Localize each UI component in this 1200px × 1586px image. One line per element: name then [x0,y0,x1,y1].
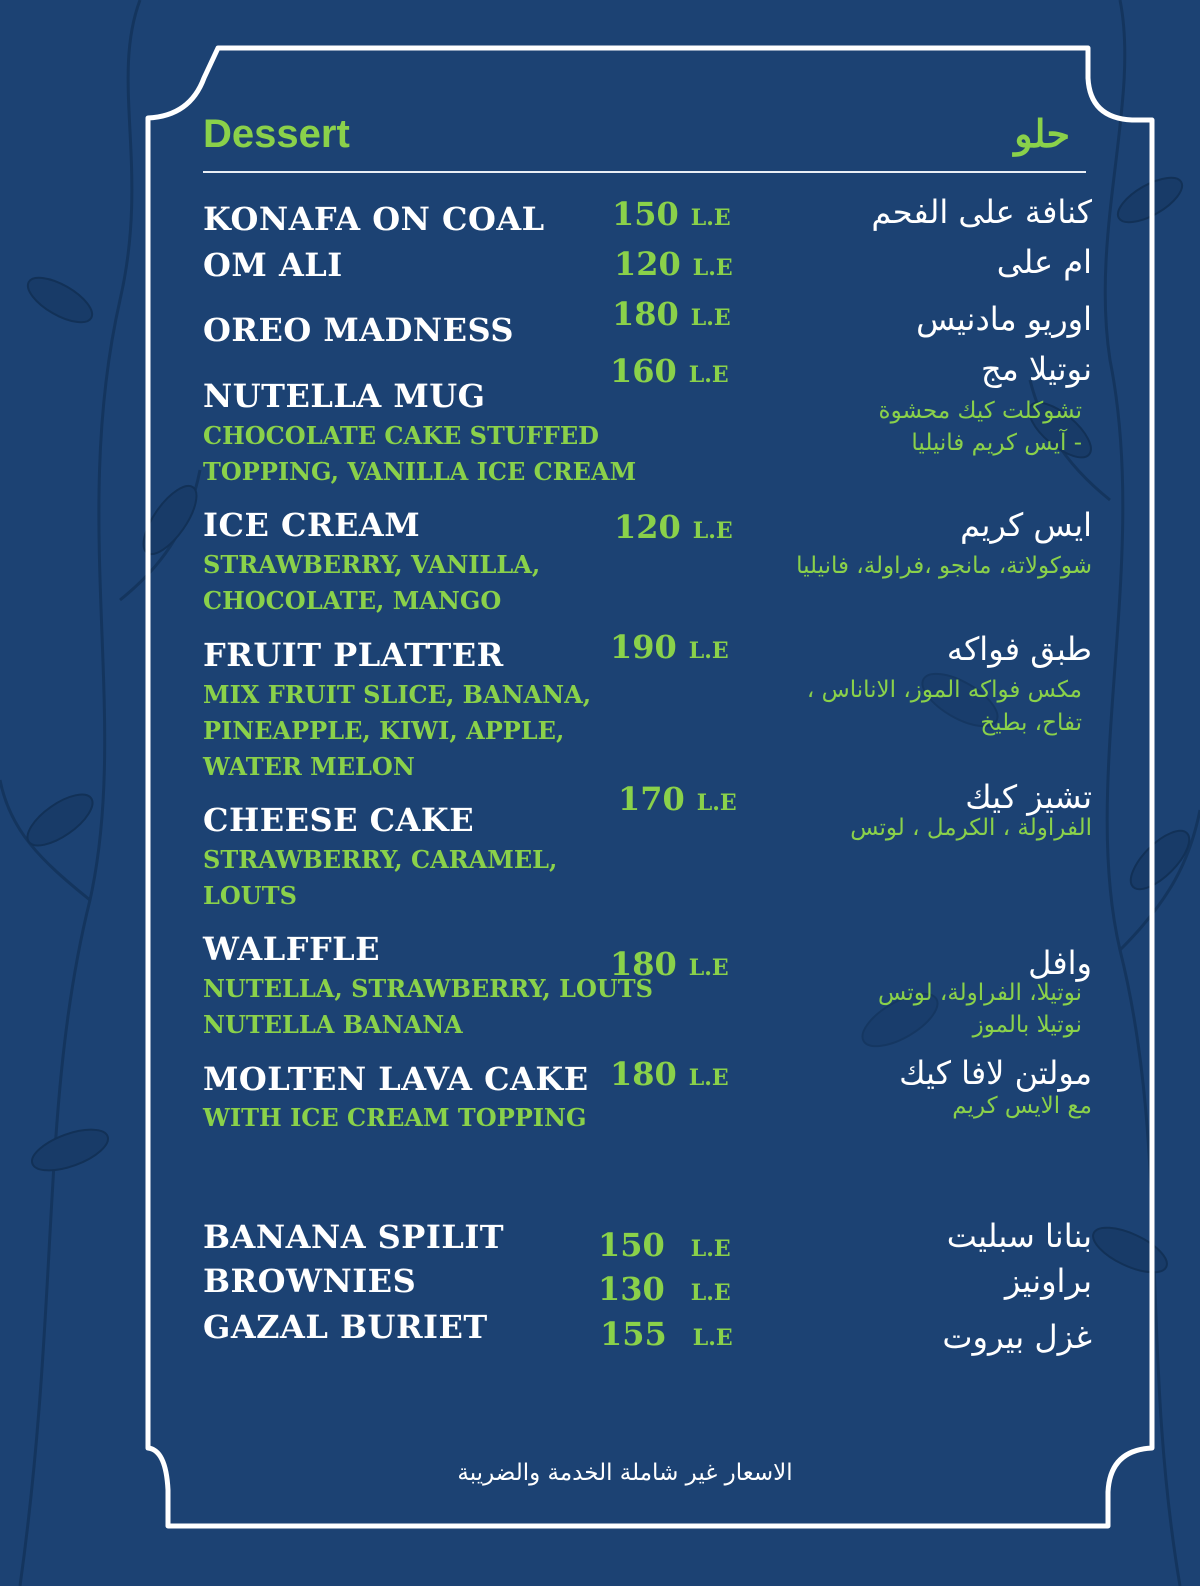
item-price: 120 L.E [614,245,733,283]
item-description-ar: مع الايس كريم [952,1093,1092,1119]
item-price: 180 L.E [610,945,729,983]
item-description-ar: نوتيلا بالموز [972,1012,1082,1038]
section-title-en: Dessert [203,112,350,156]
item-description-en: CHOCOLATE, MANGO [203,586,502,615]
item-name-en: FRUIT PLATTER [203,636,504,674]
item-price: 180 L.E [610,1055,729,1093]
item-price: 170 L.E [618,780,737,818]
item-description-en: CHOCOLATE CAKE STUFFED [203,421,599,450]
item-name-en: ICE CREAM [203,506,421,544]
item-price: 120 L.E [614,508,733,546]
item-description-en: LOUTS [203,881,297,910]
item-name-ar: براونيز [1004,1262,1092,1300]
item-name-ar: وافل [1028,944,1092,982]
item-name-ar: ام على [996,243,1092,281]
item-price: 160 L.E [610,352,729,390]
item-name-en: BANANA SPILIT [203,1218,505,1256]
item-name-ar: طبق فواكه [946,630,1092,668]
item-price: 155 L.E [600,1315,733,1353]
item-description-ar: الفراولة ، الكرمل ، لوتس [850,815,1092,841]
item-name-ar: غزل بيروت [942,1318,1092,1356]
item-price: 130 L.E [598,1270,731,1308]
item-description-ar: مكس فواكه الموز، الاناناس ، [806,677,1082,703]
item-name-en: OREO MADNESS [203,311,515,349]
item-name-en: OM ALI [203,246,343,284]
price-disclaimer: الاسعار غير شاملة الخدمة والضريبة [457,1460,793,1486]
item-name-ar: تشيز كيك [965,778,1092,816]
section-title-ar: حلو [1014,114,1070,156]
item-name-en: CHEESE CAKE [203,801,475,839]
item-name-ar: مولتن لافا كيك [899,1054,1092,1092]
item-name-ar: كنافة على الفحم [871,193,1092,231]
item-name-ar: ايس كريم [960,506,1092,544]
item-description-en: TOPPING, VANILLA ICE CREAM [203,457,637,486]
item-name-en: BROWNIES [203,1262,417,1300]
item-name-en: WALFFLE [203,930,381,968]
item-description-en: NUTELLA BANANA [203,1010,463,1039]
item-name-en: MOLTEN LAVA CAKE [203,1060,589,1098]
item-description-en: STRAWBERRY, VANILLA, [203,550,541,579]
item-description-en: PINEAPPLE, KIWI, APPLE, [203,716,565,745]
item-name-ar: بنانا سبليت [946,1217,1092,1255]
item-name-en: GAZAL BURIET [203,1308,488,1346]
item-name-ar: نوتيلا مج [980,350,1092,388]
item-price: 180 L.E [612,295,731,333]
item-price: 150 L.E [598,1226,731,1264]
item-description-ar: تفاح، بطيخ [980,710,1082,736]
item-name-en: KONAFA ON COAL [203,200,545,238]
item-description-en: MIX FRUIT SLICE, BANANA, [203,680,592,709]
item-price: 190 L.E [610,628,729,666]
item-name-en: NUTELLA MUG [203,377,486,415]
item-description-en: WATER MELON [203,752,415,781]
item-description-en: NUTELLA, STRAWBERRY, LOUTS [203,974,653,1003]
item-description-en: WITH ICE CREAM TOPPING [203,1103,587,1132]
header-divider [203,171,1086,173]
item-description-ar: تشوكلت كيك محشوة [878,398,1082,424]
item-description-ar: شوكولاتة، مانجو ،فراولة، فانيليا [796,553,1092,579]
item-description-ar: - آيس كريم فانيليا [911,430,1082,456]
item-price: 150 L.E [612,195,731,233]
item-description-en: STRAWBERRY, CARAMEL, [203,845,558,874]
item-description-ar: نوتيلا، الفراولة، لوتس [878,980,1082,1006]
item-name-ar: اوريو مادنيس [916,300,1092,338]
